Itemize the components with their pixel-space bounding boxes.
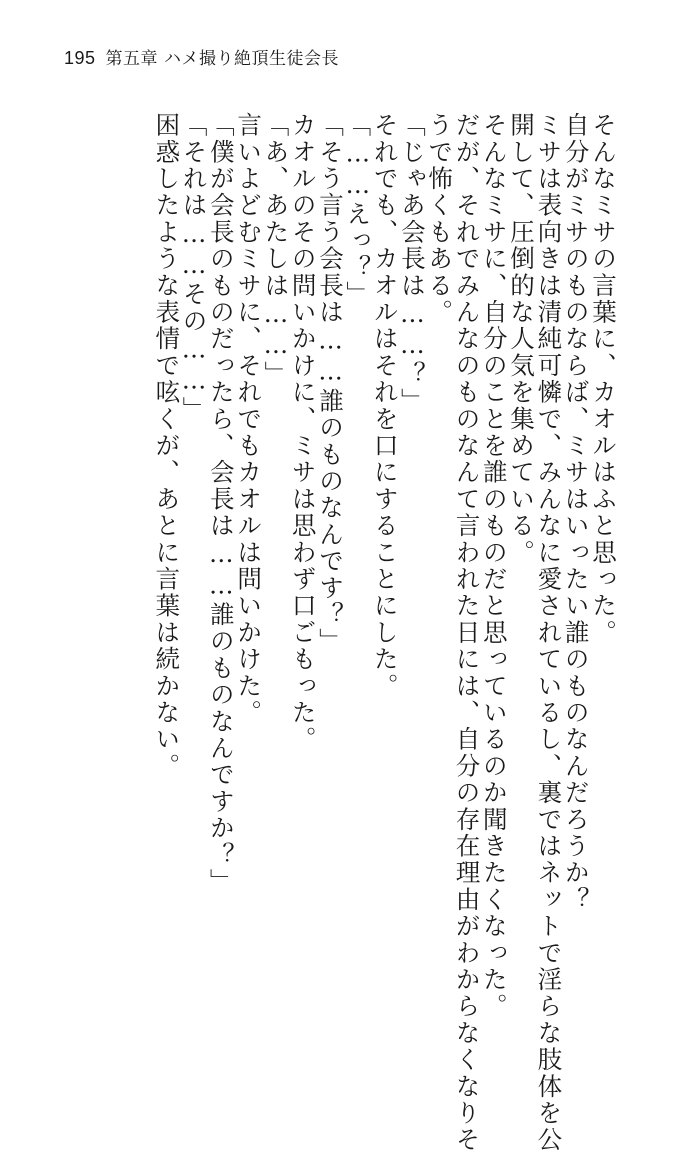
text-line-14: 言いよどむミサに、それでもカオルは問いかけた。 bbox=[234, 112, 264, 727]
text-line-12: カオルのその問いかけに、ミサは思わず口ごもった。 bbox=[288, 112, 318, 753]
text-line-16: 「それは……その……」 bbox=[179, 112, 209, 424]
text-line-5: そんなミサに、自分のことを誰のものだと思っているのか聞きたくなった。 bbox=[479, 112, 509, 1020]
vertical-body-text bbox=[56, 112, 618, 1153]
text-line-3: ミサは表向きは清純可憐で、みんなに愛されているし、裏ではネットで淫らな肢体を公 bbox=[534, 112, 564, 1153]
page-number: 195 bbox=[64, 48, 96, 68]
text-line-4: 開して、圧倒的な人気を集めている。 bbox=[507, 112, 537, 566]
text-line-8: 「じゃあ会長は……？」 bbox=[397, 112, 427, 415]
text-line-6: だが、それでみんなのものなんて言われた日には、自分の存在理由がわからなくなりそ bbox=[452, 112, 482, 1153]
text-line-2: 自分がミサのものならば、ミサはいったい誰のものなんだろうか？ bbox=[561, 112, 591, 913]
text-line-7: うで怖くもある。 bbox=[425, 112, 455, 326]
text-line-15: 「僕が会長のものだったら、会長は……誰のものなんですか？」 bbox=[206, 112, 236, 896]
running-header bbox=[64, 44, 339, 72]
text-line-17: 困惑したような表情で呟くが、あとに言葉は続かない。 bbox=[152, 112, 182, 780]
text-line-11: 「そう言う会長は……誰のものなんです？」 bbox=[316, 112, 346, 655]
text-line-13: 「あ、あたしは……」 bbox=[261, 112, 291, 388]
text-line-1: そんなミサの言葉に、カオルはふと思った。 bbox=[589, 112, 618, 646]
chapter-title: 第五章 ハメ撮り絶頂生徒会長 bbox=[105, 49, 339, 69]
text-line-10: 「……えっ？」 bbox=[343, 112, 373, 308]
text-line-9: それでも、カオルはそれを口にすることにした。 bbox=[370, 112, 400, 700]
